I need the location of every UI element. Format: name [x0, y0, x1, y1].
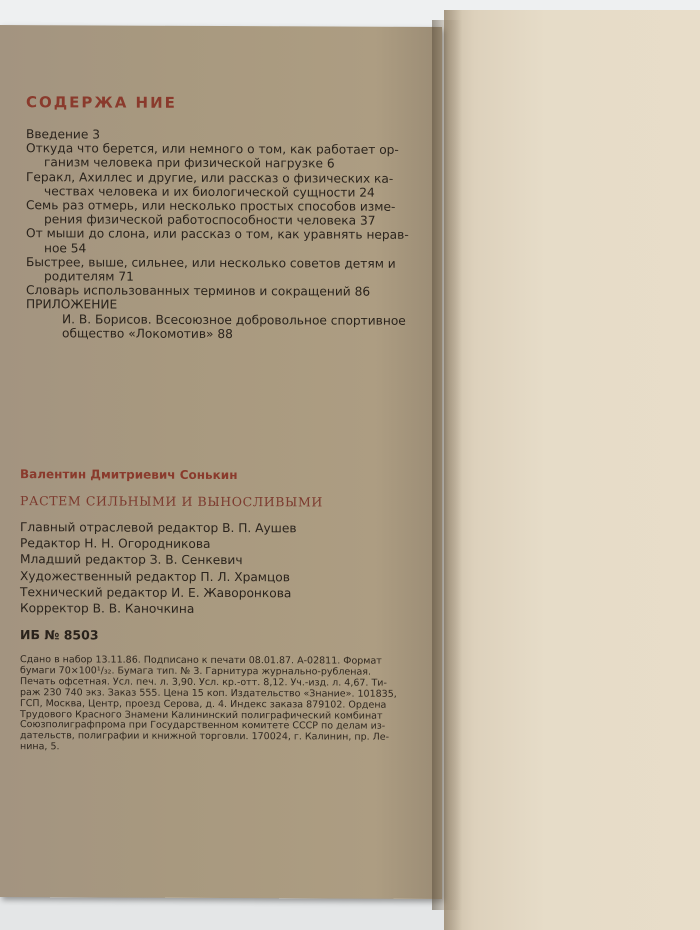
toc-line: Семь раз отмерь, или несколько простых способов изме-	[26, 198, 396, 214]
imprint-line: Сдано в набор 13.11.86. Подписано к печати 08.01.87. А-02811. Формат	[20, 654, 382, 667]
imprint-line: бумаги 70×100¹/₃₂. Бумага тип. № 3. Гарнитура журнально-рубленая.	[20, 665, 372, 678]
author-name: Валентин Дмитриевич Сонькин	[20, 467, 238, 483]
imprint-line: Печать офсетная. Усл. печ. л. 3,90. Усл. кр.-отт. 8,12. Уч.-изд. л. 4,67. Ти-	[20, 675, 387, 689]
left-page	[0, 25, 442, 899]
credit-line: Корректор В. В. Каночкина	[20, 601, 195, 616]
imprint-line: Союзполиграфпрома при Государственном комитете СССР по делам из-	[20, 719, 386, 733]
toc-line: общество «Локомотив» 88	[62, 326, 233, 341]
toc-line: Геракл, Ахиллес и другие, или рассказ о физических ка-	[26, 169, 394, 186]
book-title: РАСТЕМ СИЛЬНЫМИ И ВЫНОСЛИВЫМИ	[20, 493, 323, 510]
imprint-line: Трудового Красного Знамени Калининский полиграфический комбинат	[20, 708, 383, 722]
toc-line: Быстрее, выше, сильнее, или несколько советов детям и	[26, 254, 396, 271]
right-page	[444, 10, 700, 930]
toc-line: чествах человека и их биологической сущности 24	[44, 184, 375, 200]
imprint-line: нина, 5.	[20, 741, 60, 753]
toc-line: рения физической работоспособности человека 37	[44, 212, 376, 228]
table-of-contents	[26, 127, 426, 342]
toc-line: Откуда что берется, или немного о том, как работает ор-	[26, 141, 399, 157]
toc-line: И. В. Борисов. Всесоюзное добровольное спортивное	[62, 311, 406, 328]
toc-line: ное 54	[44, 240, 87, 256]
imprint-line: дательств, полиграфии и книжной торговли. 170024, г. Калинин, пр. Ле-	[20, 730, 390, 744]
credit-line: Младший редактор З. В. Сенкевич	[20, 552, 243, 568]
credit-line: Художественный редактор П. Л. Храмцов	[20, 568, 290, 584]
book-spine-shadow	[432, 20, 462, 910]
toc-line: родителям 71	[44, 269, 134, 284]
toc-line: Введение 3	[26, 127, 100, 142]
toc-line: От мыши до слона, или рассказ о том, как уравнять нерав-	[26, 226, 409, 243]
credit-line: Главный отраслевой редактор В. П. Аушев	[20, 520, 297, 536]
page-content	[0, 25, 442, 907]
imprint-line: ГСП, Москва, Центр, проезд Серова, д. 4. Индекс заказа 879102. Ордена	[20, 697, 387, 711]
toc-line: ганизм человека при физической нагрузке 6	[44, 155, 335, 171]
credit-line: Редактор Н. Н. Огородникова	[20, 536, 211, 552]
toc-line: Словарь использованных терминов и сокращений 86	[26, 283, 371, 299]
imprint-line: раж 230 740 экз. Заказ 555. Цена 15 коп. Издательство «Знание». 101835,	[20, 686, 397, 700]
toc-line: ПРИЛОЖЕНИЕ	[26, 297, 118, 312]
editorial-credits	[20, 519, 297, 617]
toc-title: СОДЕРЖА НИЕ	[26, 93, 177, 112]
imprint-block	[20, 655, 430, 755]
credit-line: Технический редактор И. Е. Жаворонкова	[20, 584, 292, 601]
ib-number: ИБ № 8503	[20, 627, 99, 643]
